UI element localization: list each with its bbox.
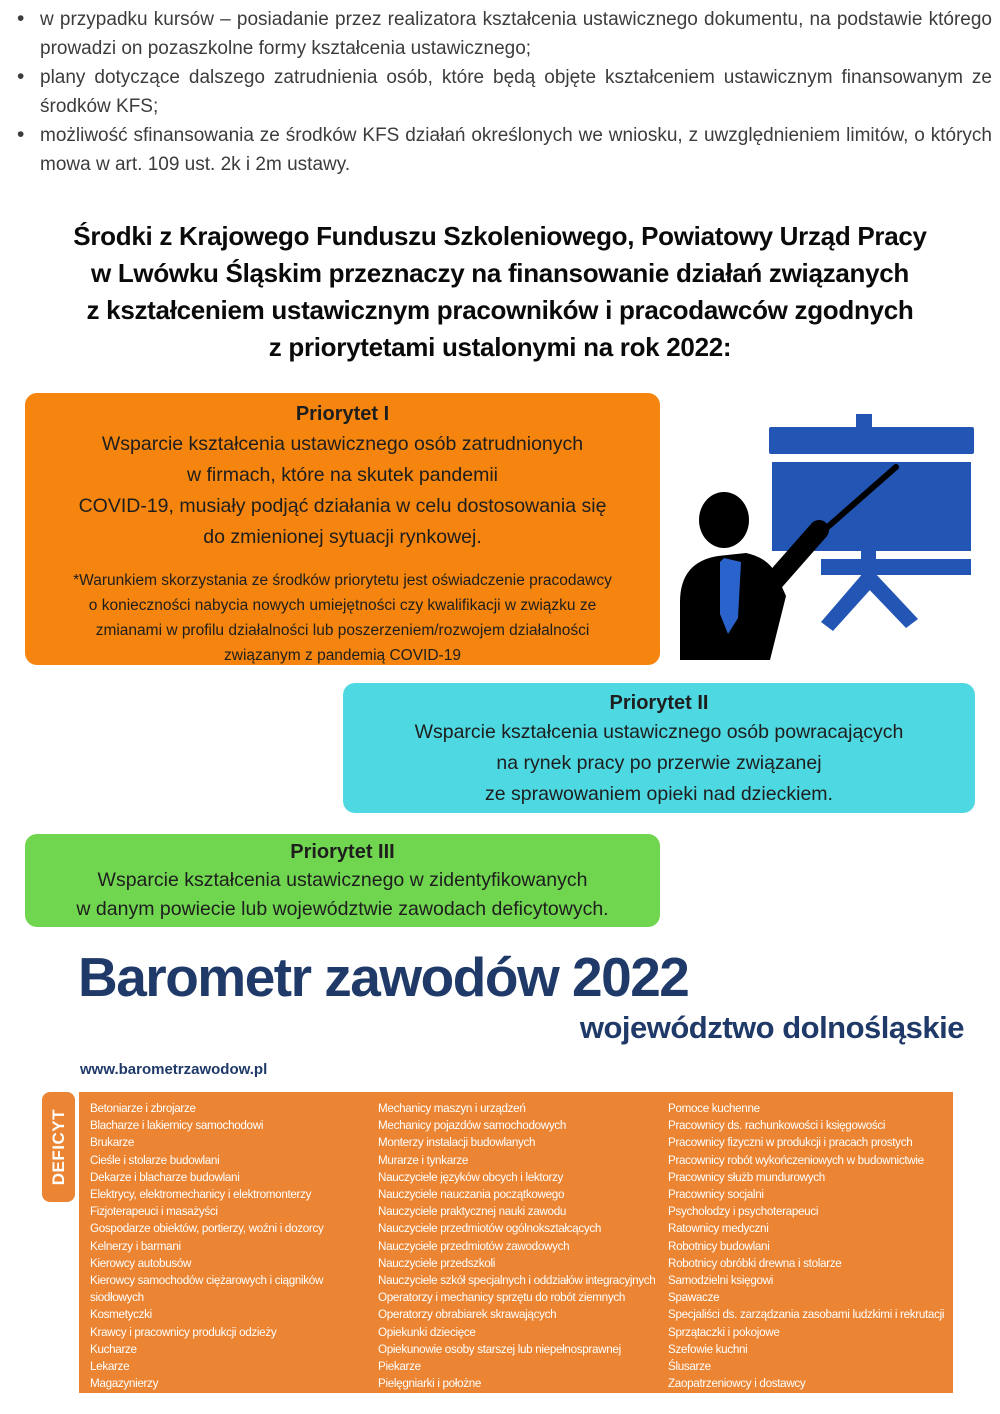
body-line: w danym powiecie lub województwie zawodach deficytowych. xyxy=(76,898,609,920)
occupation-item: Kelnerzy i barmani xyxy=(90,1238,181,1253)
barometr-title: Barometr zawodów 2022 xyxy=(78,946,689,1008)
occupation-item: Monterzy instalacji budowlanych xyxy=(378,1135,536,1150)
priority-2-body xyxy=(343,717,975,810)
occupation-item: Psycholodzy i psychoterapeuci xyxy=(668,1204,819,1219)
deficit-column-3 xyxy=(668,1100,953,1392)
heading-line: z priorytetami ustalonymi na rok 2022: xyxy=(268,332,732,362)
occupation-item: Samodzielni księgowi xyxy=(668,1273,774,1288)
occupation-item: Szefowie kuchni xyxy=(668,1341,748,1356)
occupation-item: Krawcy i pracownicy produkcji odzieży xyxy=(90,1324,277,1339)
bullet-item: • w przypadku kursów – posiadanie przez realizatora kształcenia ustawicznego dokumentu, na podstawie którego prowadzi on pozaszkolne formy kształcenia ustawicznego; xyxy=(14,5,992,63)
occupation-item: Nauczyciele szkół specjalnych i oddziałów integracyjnych xyxy=(378,1273,656,1288)
priority-2-title: Priorytet II xyxy=(609,692,709,714)
occupation-item: Betoniarze i zbrojarze xyxy=(90,1101,196,1115)
occupation-item: Nauczyciele przedszkoli xyxy=(378,1255,496,1270)
occupation-item: Gospodarze obiektów, portierzy, woźni i dozorcy xyxy=(90,1221,324,1236)
occupation-item: Cieśle i stolarze budowlani xyxy=(90,1152,220,1167)
priority-3-title: Priorytet III xyxy=(290,841,395,863)
heading-line: Środki z Krajowego Funduszu Szkoleniowego, Powiatowy Urząd Pracy xyxy=(73,221,927,251)
occupation-item: Pracownicy fizyczni w produkcji i pracach prostych xyxy=(668,1135,913,1150)
occupation-item: Kucharze xyxy=(90,1341,137,1356)
footnote-line: o konieczności nabycia nowych umiejętności czy kwalifikacji w związku ze xyxy=(88,597,597,614)
barometr-subtitle: województwo dolnośląskie xyxy=(579,1010,964,1045)
occupation-item: Nauczyciele nauczania początkowego xyxy=(378,1187,565,1202)
body-line: Wsparcie kształcenia ustawicznego osób powracających xyxy=(414,721,904,743)
occupation-item: Lekarze xyxy=(90,1359,130,1374)
occupation-item: Nauczyciele przedmiotów ogólnokształcących xyxy=(378,1221,602,1236)
occupation-item: Murarze i tynkarze xyxy=(378,1152,469,1167)
occupation-item: Elektrycy, elektromechanicy i elektromonterzy xyxy=(90,1187,312,1202)
occupation-item: Robotnicy budowlani xyxy=(668,1238,770,1253)
occupation-item: Ślusarze xyxy=(668,1359,711,1374)
heading-line: z kształceniem ustawicznym pracowników i pracodawców zgodnych xyxy=(86,295,914,325)
occupation-item: Mechanicy maszyn i urządzeń xyxy=(378,1101,526,1115)
deficit-occupations-table xyxy=(79,1092,953,1393)
occupation-item: Pomoce kuchenne xyxy=(668,1101,760,1115)
priority-1-box xyxy=(25,393,660,665)
occupation-item: Operatorzy obrabiarek skrawających xyxy=(378,1307,557,1322)
priority-1-title: Priorytet I xyxy=(295,403,390,425)
occupation-item: Pracownicy robót wykończeniowych w budownictwie xyxy=(668,1152,924,1167)
body-line: Wsparcie kształcenia ustawicznego w zidentyfikowanych xyxy=(97,869,588,891)
body-line: COVID-19, musiały podjąć działania w celu dostosowania się xyxy=(78,495,607,517)
main-heading xyxy=(0,218,1000,366)
occupation-item: Pracownicy socjalni xyxy=(668,1187,764,1202)
occupation-item: Fizjoterapeuci i masażyści xyxy=(90,1204,218,1219)
priority-3-box xyxy=(25,834,660,927)
body-line: do zmienionej sytuacji rynkowej. xyxy=(203,526,482,548)
body-line: Wsparcie kształcenia ustawicznego osób zatrudnionych xyxy=(101,433,584,455)
occupation-item: Opiekunowie osoby starszej lub niepełnosprawnej xyxy=(378,1341,621,1356)
occupation-item: Pracownicy ds. rachunkowości i księgowości xyxy=(668,1118,886,1133)
occupation-item: Nauczyciele przedmiotów zawodowych xyxy=(378,1238,570,1253)
deficit-column-2 xyxy=(378,1100,663,1392)
occupation-item: Spawacze xyxy=(668,1290,720,1305)
occupation-item: Zaopatrzeniowcy i dostawcy xyxy=(668,1376,806,1391)
body-line: na rynek pracy po przerwie związanej xyxy=(496,752,822,774)
footnote-line: zmianami w profilu działalności lub poszerzeniem/rozwojem działalności xyxy=(95,622,590,639)
deficit-column-1 xyxy=(90,1100,375,1392)
priority-1-body xyxy=(25,429,660,553)
occupation-item: Specjaliści ds. zarządzania zasobami ludzkimi i rekrutacji xyxy=(668,1307,945,1322)
priority-1-footnote xyxy=(25,568,660,668)
occupation-item: Ratownicy medyczni xyxy=(668,1221,769,1236)
bullet-item: • plany dotyczące dalszego zatrudnienia osób, które będą objęte kształceniem ustawicznym finansowanym ze środków KFS; xyxy=(14,63,992,121)
body-line: ze sprawowaniem opieki nad dzieckiem. xyxy=(485,783,833,805)
presenter-training-icon xyxy=(672,410,977,662)
requirements-bullet-list xyxy=(14,5,992,179)
body-line: w firmach, które na skutek pandemii xyxy=(186,464,499,486)
occupation-item: Operatorzy i mechanicy sprzętu do robót ziemnych xyxy=(378,1290,626,1305)
occupation-item: Sprzątaczki i pokojowe xyxy=(668,1324,780,1339)
occupation-item: Opiekunki dziecięce xyxy=(378,1324,476,1339)
occupation-item: Nauczyciele praktycznej nauki zawodu xyxy=(378,1204,567,1219)
occupation-item: Pielęgniarki i położne xyxy=(378,1376,482,1391)
occupation-item: Dekarze i blacharze budowlani xyxy=(90,1169,240,1184)
barometr-url: www.barometrzawodow.pl xyxy=(80,1061,268,1078)
occupation-item: Brukarze xyxy=(90,1135,135,1150)
occupation-item: Kierowcy samochodów ciężarowych i ciągników siodłowych xyxy=(90,1273,324,1305)
footnote-line: związanym z pandemią COVID-19 xyxy=(224,647,461,664)
occupation-item: Kosmetyczki xyxy=(90,1307,152,1322)
occupation-item: Piekarze xyxy=(378,1359,421,1374)
occupation-item: Pracownicy służb mundurowych xyxy=(668,1169,825,1184)
occupation-item: Nauczyciele języków obcych i lektorzy xyxy=(378,1169,564,1184)
priority-3-body xyxy=(25,866,660,924)
bullet-item: • możliwość sfinansowania ze środków KFS działań określonych we wniosku, z uwzględnieniem limitów, o których mowa w art. 109 ust. 2k i 2m ustawy. xyxy=(14,121,992,179)
heading-line: w Lwówku Śląskim przeznaczy na finansowanie działań związanych xyxy=(91,258,909,288)
occupation-item: Robotnicy obróbki drewna i stolarze xyxy=(668,1255,842,1270)
deficyt-label: DEFICYT xyxy=(48,1108,68,1186)
deficyt-label-tab xyxy=(42,1092,75,1202)
priority-2-box xyxy=(343,683,975,813)
occupation-item: Magazynierzy xyxy=(90,1376,159,1391)
occupation-item: Mechanicy pojazdów samochodowych xyxy=(378,1118,567,1133)
occupation-item: Kierowcy autobusów xyxy=(90,1255,192,1270)
footnote-line: *Warunkiem skorzystania ze środków priorytetu jest oświadczenie pracodawcy xyxy=(73,572,612,589)
occupation-item: Blacharze i lakiernicy samochodowi xyxy=(90,1118,264,1133)
